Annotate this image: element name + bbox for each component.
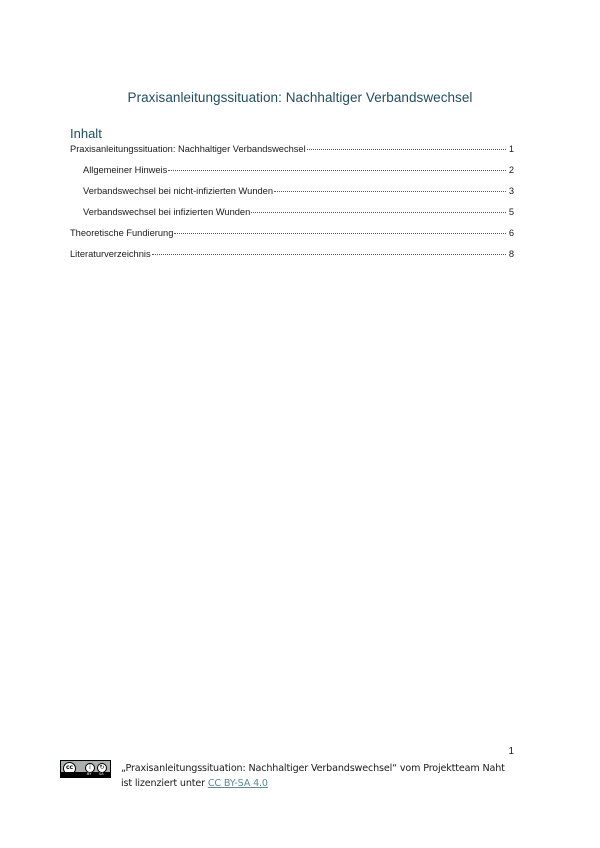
toc-dot-leader <box>307 148 506 150</box>
toc-entry[interactable] <box>70 186 514 207</box>
cc-by-sa-icon <box>60 760 111 778</box>
toc-dot-leader <box>152 253 506 255</box>
toc-entry-page: 5 <box>508 207 514 217</box>
toc-entry[interactable] <box>70 228 514 249</box>
license-attribution <box>121 761 521 791</box>
toc-entry[interactable] <box>70 144 514 165</box>
share-alike-icon: ↻ <box>97 763 107 773</box>
toc-entry[interactable] <box>70 165 514 186</box>
toc-entry-label: Praxisanleitungssituation: Nachhaltiger Verbandswechsel <box>70 144 306 154</box>
by-attribution-icon: i <box>85 763 95 773</box>
toc-entry-label: Allgemeiner Hinweis <box>83 165 168 175</box>
cc-icon: cc <box>63 762 76 775</box>
sa-label: SA <box>99 772 104 776</box>
toc-dot-leader <box>251 211 506 213</box>
document-title: Praxisanleitungssituation: Nachhaltiger Verbandswechsel <box>127 90 473 105</box>
toc-entry-label: Verbandswechsel bei infizierten Wunden <box>83 207 251 217</box>
license-link[interactable]: CC BY-SA 4.0 <box>207 778 268 789</box>
toc-entry[interactable] <box>70 249 514 270</box>
license-line <box>121 776 521 791</box>
toc-dot-leader <box>274 190 506 192</box>
toc-entry-page: 8 <box>508 249 514 259</box>
toc-heading: Inhalt <box>70 126 102 141</box>
toc-entry-label: Verbandswechsel bei nicht-infizierten Wunden <box>83 186 274 196</box>
toc-entry-page: 3 <box>508 186 514 196</box>
page-number: 1 <box>508 746 514 757</box>
toc-entry-label: Literaturverzeichnis <box>70 249 151 259</box>
table-of-contents <box>70 144 514 270</box>
toc-dot-leader <box>174 232 505 234</box>
toc-entry-page: 1 <box>508 144 514 154</box>
attribution-line: „Praxisanleitungssituation: Nachhaltiger Verbandswechsel“ vom Projektteam Naht <box>121 763 505 774</box>
toc-dot-leader <box>168 169 506 171</box>
by-label: BY <box>87 772 92 776</box>
toc-entry[interactable] <box>70 207 514 228</box>
toc-entry-label: Theoretische Fundierung <box>70 228 174 238</box>
license-prefix: ist lizenziert unter <box>121 778 208 789</box>
toc-entry-page: 6 <box>508 228 514 238</box>
toc-entry-page: 2 <box>508 165 514 175</box>
